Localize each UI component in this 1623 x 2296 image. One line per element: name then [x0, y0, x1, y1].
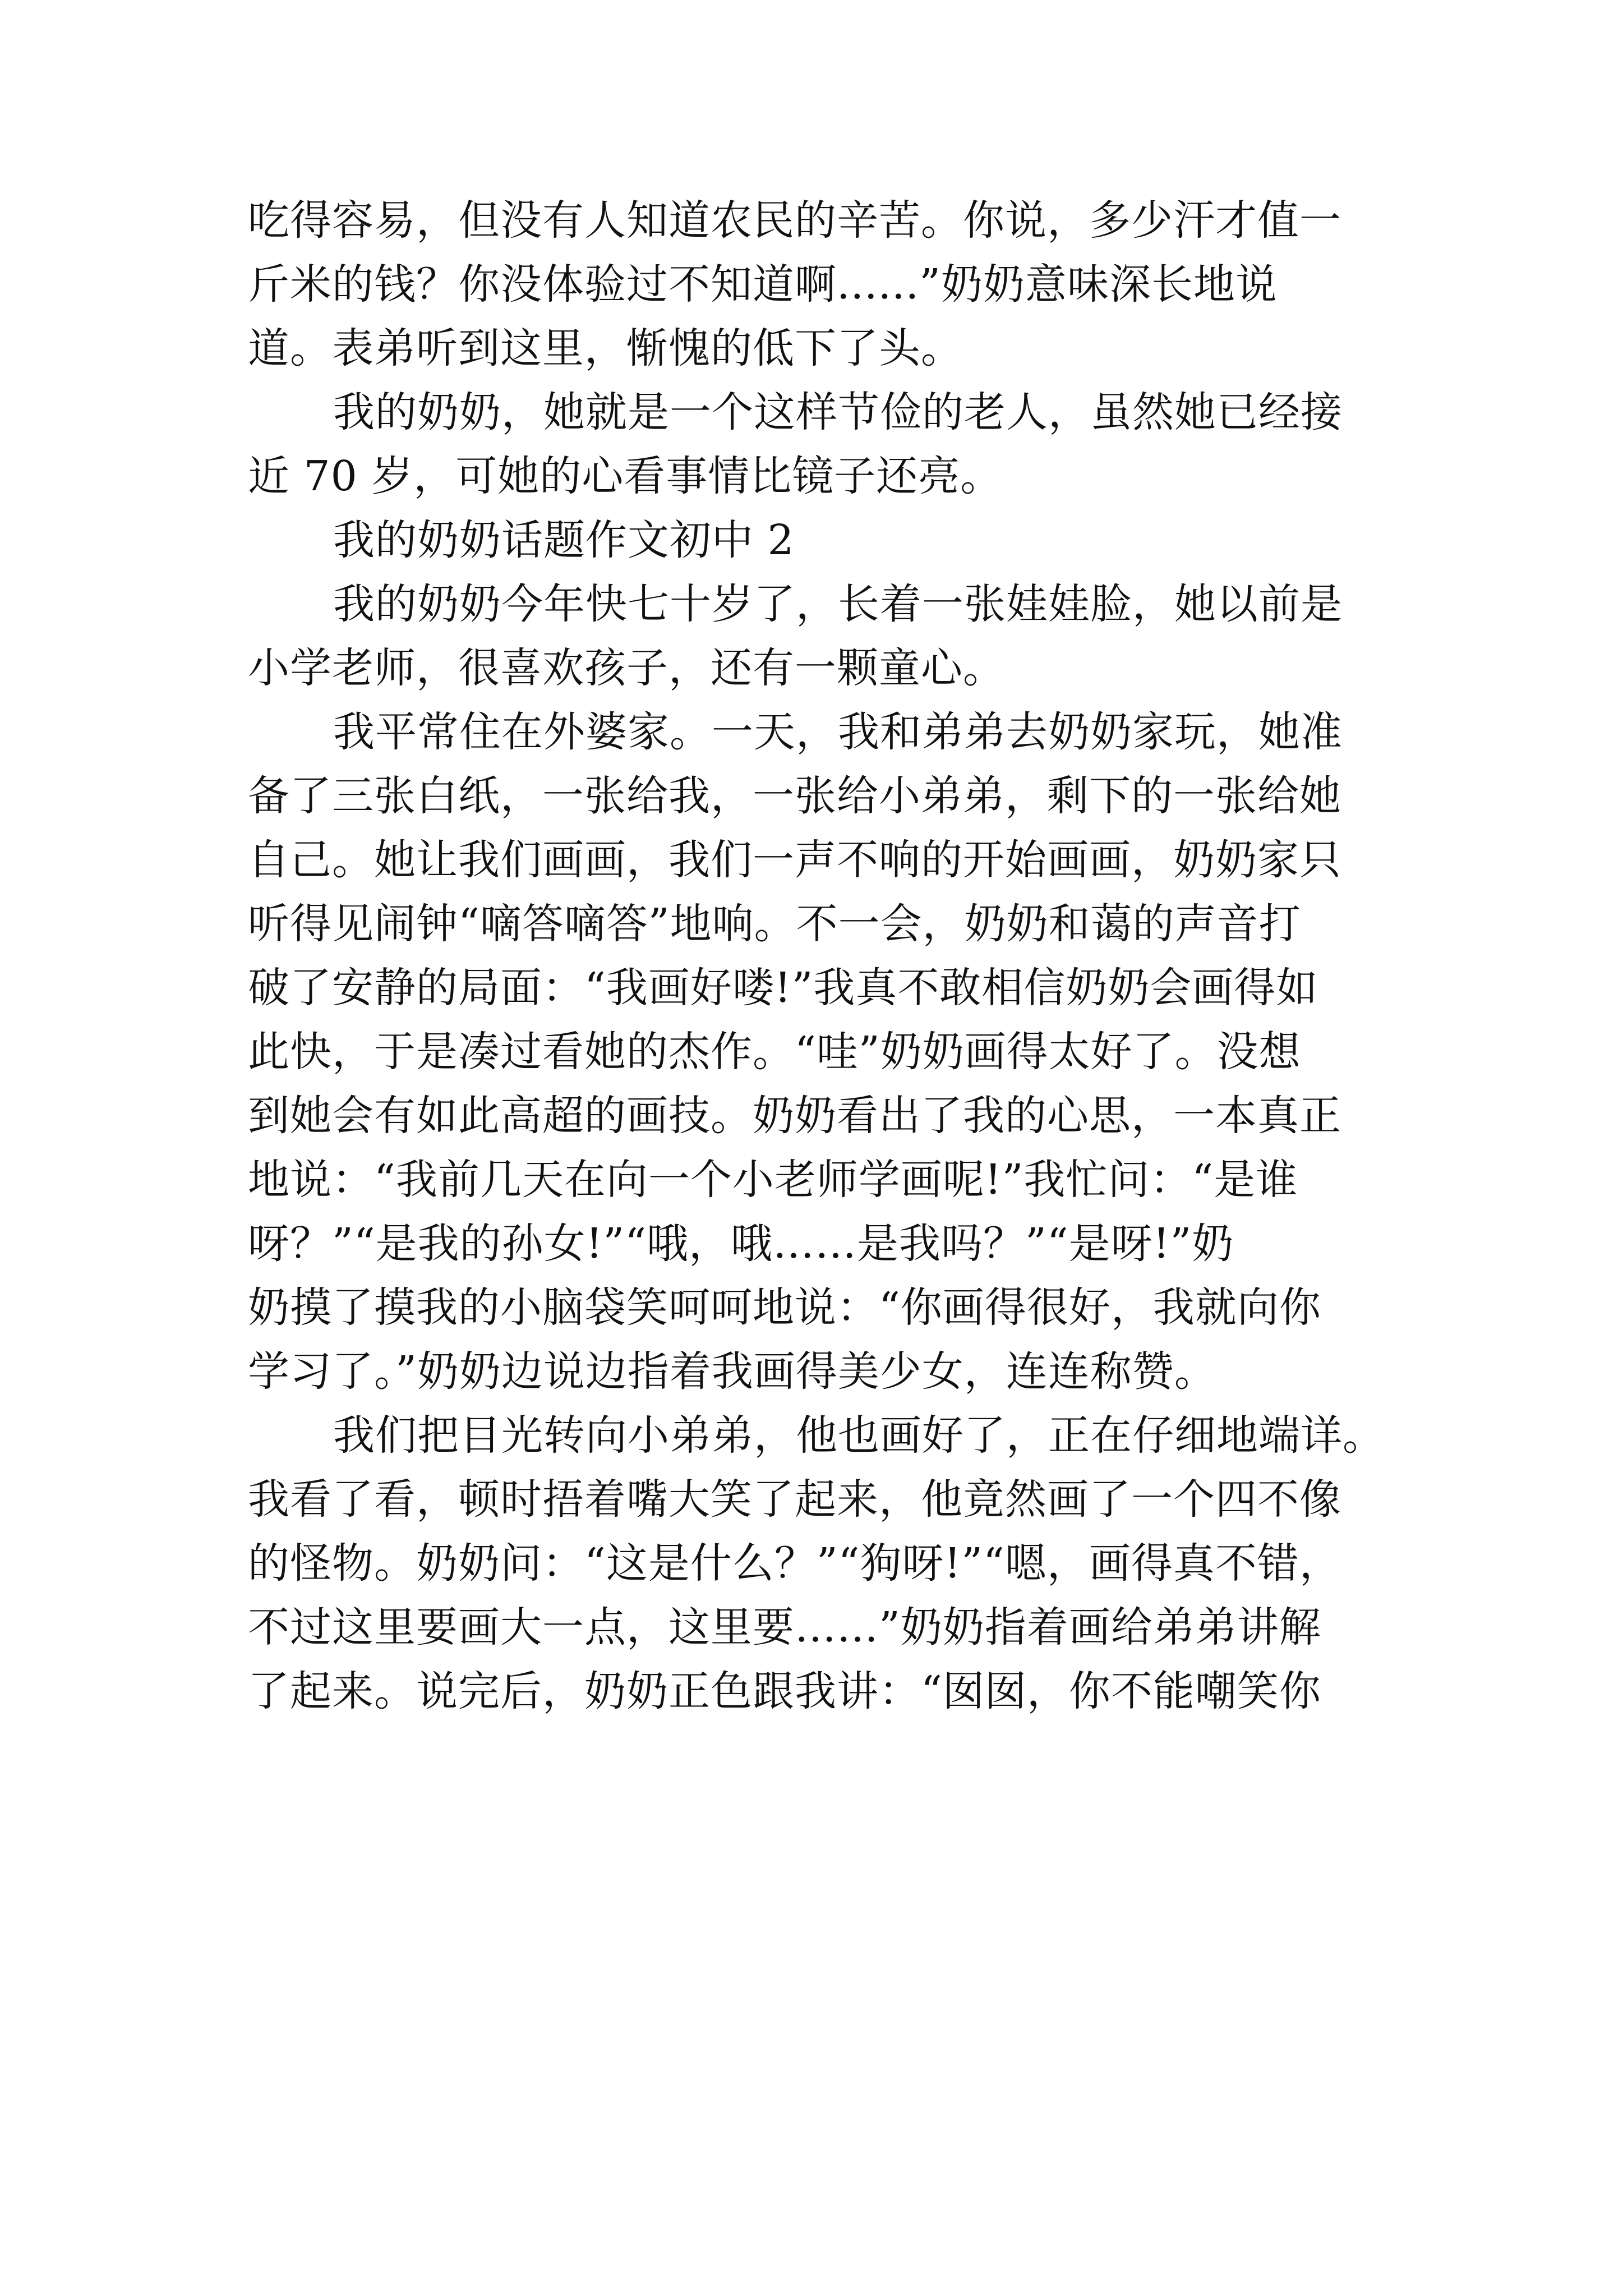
text-line: 备了三张白纸，一张给我，一张给小弟弟，剩下的一张给她 [248, 772, 1341, 820]
text-line: 小学老师，很喜欢孩子，还有一颗童心。 [248, 644, 1005, 692]
text-line: 我的奶奶今年快七十岁了，长着一张娃娃脸，她以前是 [333, 580, 1343, 628]
section-heading: 我的奶奶话题作文初中 2 [333, 516, 795, 564]
text-line: 呀？”“是我的孙女!”“哦，哦……是我吗？”“是呀!”奶 [248, 1220, 1234, 1268]
text-line: 我看了看，顿时捂着嘴大笑了起来，他竟然画了一个四不像 [248, 1475, 1341, 1524]
text-line: 我的奶奶，她就是一个这样节俭的老人，虽然她已经接 [333, 388, 1343, 436]
text-line: 吃得容易，但没有人知道农民的辛苦。你说，多少汗才值一 [248, 196, 1341, 245]
text-line: 学习了。”奶奶边说边指着我画得美少女，连连称赞。 [248, 1347, 1216, 1396]
text-line: 近 70 岁，可她的心看事情比镜子还亮。 [248, 452, 1003, 500]
text-line: 听得见闹钟“嘀答嘀答”地响。不一会，奶奶和蔼的声音打 [248, 900, 1301, 948]
text-line: 不过这里要画大一点，这里要……”奶奶指着画给弟弟讲解 [248, 1603, 1321, 1651]
text-line: 此快，于是凑过看她的杰作。“哇”奶奶画得太好了。没想 [248, 1028, 1301, 1076]
text-line: 我平常住在外婆家。一天，我和弟弟去奶奶家玩，她准 [333, 708, 1343, 756]
text-line: 奶摸了摸我的小脑袋笑呵呵地说：“你画得很好，我就向你 [248, 1283, 1321, 1332]
text-line: 道。表弟听到这里，惭愧的低下了头。 [248, 324, 963, 372]
text-line: 破了安静的局面：“我画好喽!”我真不敢相信奶奶会画得如 [248, 964, 1318, 1012]
text-line: 到她会有如此高超的画技。奶奶看出了我的心思，一本真正 [248, 1092, 1341, 1140]
text-line: 的怪物。奶奶问：“这是什么？”“狗呀!”“嗯，画得真不错， [248, 1539, 1341, 1588]
text-line: 斤米的钱？你没体验过不知道啊......”奶奶意味深长地说 [248, 260, 1278, 309]
text-line: 我们把目光转向小弟弟，他也画好了，正在仔细地端详。 [333, 1411, 1385, 1460]
essay-body [248, 188, 1385, 1723]
text-line: 地说：“我前几天在向一个小老师学画呢!”我忙问：“是谁 [248, 1156, 1298, 1204]
text-line: 了起来。说完后，奶奶正色跟我讲：“囡囡，你不能嘲笑你 [248, 1667, 1321, 1715]
text-line: 自己。她让我们画画，我们一声不响的开始画画，奶奶家只 [248, 836, 1341, 884]
